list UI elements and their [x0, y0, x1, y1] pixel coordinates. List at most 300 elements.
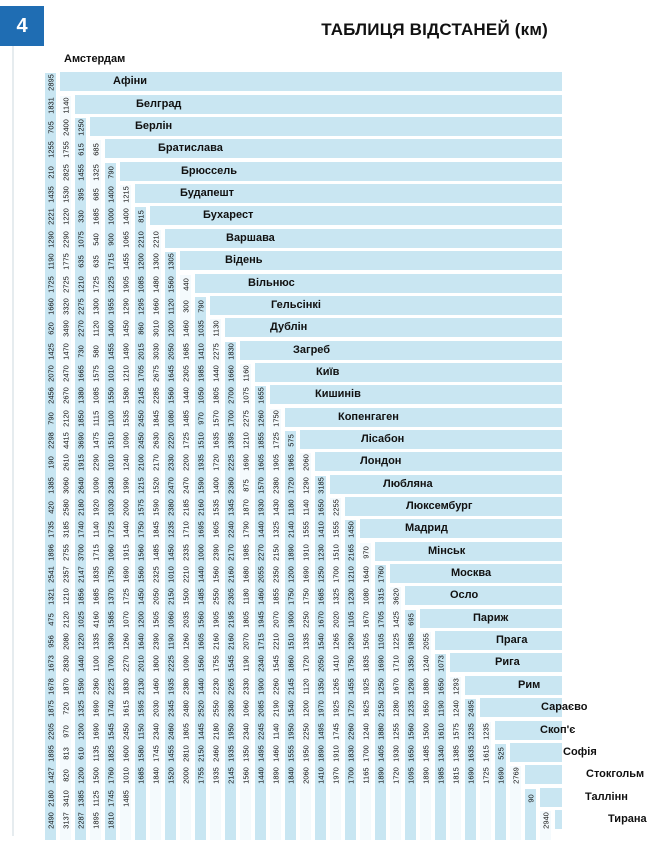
distance-value: 1050: [196, 387, 206, 405]
distance-value: 615: [76, 143, 86, 157]
distance-value: 2150: [376, 700, 386, 717]
distance-value: 1575: [91, 365, 101, 382]
distance-value: 1880: [421, 677, 431, 695]
distance-value: 2180: [76, 499, 86, 516]
city-label: Москва: [451, 567, 492, 580]
distance-value: 685: [91, 143, 101, 157]
distance-value: 1540: [316, 633, 326, 650]
distance-value: 2205: [46, 722, 56, 740]
city-row-strip: [240, 341, 562, 360]
distance-value: 1305: [166, 253, 176, 270]
distance-value: 1335: [301, 633, 311, 650]
distance-value: 1440: [196, 566, 206, 583]
distance-value: 2080: [61, 633, 71, 650]
distance-value: 1370: [106, 588, 116, 606]
city-row-strip: [555, 810, 562, 829]
distance-value: 1000: [106, 208, 116, 226]
distance-value: 1560: [136, 543, 146, 561]
distance-value: 1075: [76, 230, 86, 248]
distance-value: 1935: [211, 767, 221, 785]
distance-value: 1690: [301, 566, 311, 583]
city-row-strip: [360, 519, 562, 538]
distance-value: 1350: [316, 677, 326, 695]
distance-value: 1540: [286, 700, 296, 717]
page-number-tab: 4: [0, 6, 44, 46]
distance-value: 1325: [76, 700, 86, 717]
distance-value: 1890: [421, 767, 431, 785]
distance-value: 1950: [226, 722, 236, 740]
city-row-strip: [300, 430, 562, 449]
distance-value: 1295: [136, 298, 146, 315]
distance-value: 1240: [361, 722, 371, 740]
distance-value: 1605: [196, 633, 206, 650]
distance-value: 2270: [256, 543, 266, 561]
city-row-strip: [165, 229, 562, 248]
distance-value: 2895: [46, 74, 56, 92]
distance-value: 1800: [151, 655, 161, 673]
distance-value: 1210: [76, 275, 86, 293]
distance-value: 1685: [181, 342, 191, 360]
distance-value: 2055: [256, 566, 266, 583]
distance-value: 1220: [76, 633, 86, 650]
distance-value: 2260: [271, 677, 281, 695]
distance-value: 1073: [436, 655, 446, 673]
distance-value: 1915: [76, 454, 86, 472]
distance-value: 2170: [151, 454, 161, 472]
distance-value: 1580: [136, 745, 146, 762]
distance-value: 695: [406, 613, 416, 626]
city-label: Бухарест: [203, 209, 254, 222]
distance-value: 1720: [346, 700, 356, 717]
distance-value: 1190: [436, 700, 446, 717]
distance-value: 2940: [541, 812, 551, 829]
distance-value: 610: [76, 747, 86, 760]
distance-value: 2330: [241, 677, 251, 695]
distance-value: 3320: [61, 298, 71, 315]
distance-value: 1560: [166, 275, 176, 293]
distance-value: 1725: [46, 275, 56, 293]
distance-value: 1410: [331, 655, 341, 673]
distance-value: 1610: [436, 722, 446, 740]
distance-value: 1390: [106, 633, 116, 650]
distance-value: 1845: [151, 521, 161, 539]
distance-value: 1750: [301, 588, 311, 606]
distance-value: 3410: [61, 789, 71, 807]
distance-value: 3137: [61, 812, 71, 829]
distance-value: 1505: [151, 610, 161, 628]
distance-value: 1400: [211, 476, 221, 494]
distance-value: 2120: [61, 610, 71, 628]
distance-value: 1105: [346, 611, 356, 628]
distance-value: 2210: [151, 230, 161, 248]
distance-value: 1235: [481, 722, 491, 740]
distance-value: 1080: [166, 409, 176, 427]
distance-value: 2630: [151, 432, 161, 449]
distance-value: 1475: [91, 432, 101, 449]
distance-value: 1535: [211, 499, 221, 516]
distance-value: 1505: [361, 633, 371, 650]
distance-value: 2050: [166, 342, 176, 360]
city-row-strip: [270, 385, 562, 404]
distance-value: 2825: [61, 163, 71, 181]
distance-value: 2225: [106, 677, 116, 695]
distance-value: 1190: [241, 655, 251, 673]
distance-value: 1760: [106, 767, 116, 785]
distance-value: 1025: [76, 610, 86, 628]
distance-value: 1830: [226, 342, 236, 360]
distance-value: 2260: [346, 722, 356, 740]
distance-value: 1115: [91, 410, 101, 426]
distance-value: 1000: [196, 543, 206, 561]
distance-value: 1870: [241, 499, 251, 516]
distance-value: 1255: [46, 141, 56, 159]
distance-value: 1085: [136, 275, 146, 293]
distance-value: 1690: [466, 767, 476, 785]
distance-value: 2670: [61, 387, 71, 405]
distance-value: 1240: [451, 700, 461, 717]
distance-value: 1665: [76, 365, 86, 382]
city-label: Загреб: [293, 343, 331, 356]
distance-value: 815: [136, 210, 146, 224]
distance-value: 2325: [151, 566, 161, 583]
distance-value: 1293: [451, 677, 461, 695]
distance-value: 1460: [181, 320, 191, 338]
distance-value: 1290: [301, 476, 311, 494]
distance-value: 1950: [301, 745, 311, 762]
distance-value: 1673: [46, 655, 56, 673]
distance-value: 2210: [271, 633, 281, 650]
city-label: Кишинів: [315, 388, 361, 401]
distance-value: 1500: [91, 767, 101, 785]
distance-value: 1260: [181, 633, 191, 650]
distance-value: 1265: [331, 677, 341, 695]
distance-value: 1690: [121, 566, 131, 583]
distance-value: 1910: [301, 543, 311, 561]
distance-value: 1485: [421, 745, 431, 762]
distance-value: 1685: [91, 588, 101, 606]
distance-value: 1120: [166, 298, 176, 315]
distance-value: 3010: [151, 320, 161, 338]
distance-value: 1290: [121, 298, 131, 315]
distance-value: 2060: [301, 767, 311, 785]
distance-value: 1855: [271, 588, 281, 606]
distance-value: 1655: [256, 387, 266, 405]
distance-value: 1900: [286, 610, 296, 628]
distance-value: 1845: [151, 409, 161, 427]
distance-value: 1430: [271, 499, 281, 516]
distance-value: 1440: [256, 521, 266, 539]
distance-value: 1670: [316, 610, 326, 628]
distance-value: 1985: [196, 365, 206, 382]
distance-value: 1250: [316, 566, 326, 583]
distance-value: 1545: [106, 722, 116, 740]
city-row-strip: [210, 296, 562, 315]
distance-value: 1100: [106, 410, 116, 427]
distance-value: 1120: [301, 678, 311, 695]
distance-value: 1856: [76, 588, 86, 606]
distance-value: 1805: [241, 610, 251, 628]
distance-value: 1910: [331, 745, 341, 762]
distance-value: 575: [286, 434, 296, 447]
distance-value: 1755: [61, 141, 71, 159]
distance-value: 1895: [46, 745, 56, 762]
distance-value: 1510: [331, 543, 341, 561]
distance-value: 1440: [256, 767, 266, 785]
distance-value: 2050: [151, 588, 161, 606]
distance-value: 1680: [241, 566, 251, 583]
distance-value: 2305: [181, 365, 191, 382]
distance-value: 1235: [406, 700, 416, 717]
distance-value: 1455: [106, 342, 116, 360]
distance-value: 1510: [106, 432, 116, 449]
distance-value: 1235: [166, 521, 176, 539]
distance-value: 1090: [91, 476, 101, 494]
distance-value: 2380: [271, 476, 281, 494]
distance-value: 1720: [391, 767, 401, 785]
distance-value: 1670: [391, 677, 401, 695]
distance-value: 1480: [151, 275, 161, 293]
distance-value: 1935: [196, 454, 206, 472]
city-row-strip: [405, 586, 562, 605]
distance-value: 1955: [106, 298, 116, 315]
distance-value: 2147: [76, 566, 86, 583]
distance-value: 1425: [391, 610, 401, 628]
distance-value: 2380: [181, 677, 191, 695]
distance-value: 1605: [211, 521, 221, 539]
distance-value: 2290: [91, 454, 101, 472]
distance-value: 2220: [166, 432, 176, 449]
distance-value: 1140: [301, 499, 311, 516]
distance-value: 1880: [376, 722, 386, 740]
distance-value: 1690: [496, 767, 506, 785]
distance-value: 580: [91, 344, 101, 358]
city-row-strip: [255, 363, 562, 382]
distance-value: 2160: [211, 633, 221, 650]
distance-value: 970: [61, 724, 71, 738]
distance-value: 1690: [91, 722, 101, 740]
distance-value: 1455: [121, 253, 131, 270]
city-label: Амстердам: [64, 53, 126, 65]
distance-value: 1440: [121, 521, 131, 539]
distance-value: 2725: [61, 275, 71, 293]
city-row-strip: [525, 765, 562, 784]
distance-value: 1425: [46, 342, 56, 360]
distance-value: 1835: [91, 566, 101, 583]
distance-value: 1545: [226, 655, 236, 673]
distance-value: 970: [361, 545, 371, 559]
distance-value: 1810: [106, 812, 116, 829]
distance-value: 2810: [181, 745, 191, 762]
distance-value: 1240: [421, 655, 431, 673]
distance-value: 1215: [136, 476, 146, 494]
city-row-strip: [375, 542, 562, 561]
distance-value: 1560: [211, 566, 221, 583]
distance-value: 1560: [406, 722, 416, 740]
distance-value: 475: [46, 613, 56, 626]
distance-value: 1595: [136, 700, 146, 717]
distance-value: 1200: [136, 253, 146, 270]
distance-value: 1725: [106, 521, 116, 539]
distance-value: 2000: [181, 767, 191, 785]
distance-value: 1950: [286, 722, 296, 740]
distance-value: 1755: [211, 655, 221, 673]
distance-value: 2380: [166, 499, 176, 516]
distance-value: 1210: [346, 566, 356, 583]
distance-value: 1615: [121, 700, 131, 717]
distance-value: 813: [61, 747, 71, 760]
distance-value: 2150: [271, 543, 281, 561]
distance-value: 1570: [211, 409, 221, 427]
distance-value: 1520: [151, 476, 161, 494]
distance-value: 1455: [346, 677, 356, 695]
distance-value: 395: [76, 188, 86, 201]
distance-value: 1210: [241, 432, 251, 449]
distance-value: 1725: [121, 588, 131, 606]
distance-value: 2769: [511, 767, 521, 785]
distance-value: 2225: [166, 655, 176, 673]
distance-value: 1700: [226, 409, 236, 427]
distance-value: 1385: [451, 745, 461, 762]
distance-value: 2195: [226, 610, 236, 628]
distance-value: 2160: [196, 499, 206, 516]
distance-value: 1635: [211, 432, 221, 449]
distance-value: 1080: [361, 588, 371, 606]
distance-value: 1755: [196, 767, 206, 785]
distance-value: 3185: [316, 476, 326, 494]
distance-value: 1100: [91, 655, 101, 673]
distance-value: 1915: [121, 543, 131, 561]
distance-value: 2190: [271, 700, 281, 717]
distance-value: 1560: [166, 387, 176, 405]
distance-value: 2035: [181, 610, 191, 628]
distance-value: 1075: [241, 387, 251, 405]
distance-value: 1705: [376, 610, 386, 628]
distance-value: 1325: [271, 521, 281, 539]
city-label: Відень: [225, 254, 263, 267]
distance-value: 1060: [166, 610, 176, 628]
distance-value: 2185: [181, 499, 191, 516]
distance-value: 2360: [91, 677, 101, 695]
city-label: Будапешт: [180, 187, 235, 200]
distance-value: 1805: [181, 722, 191, 740]
distance-value: 1850: [76, 409, 86, 427]
distance-value: 1140: [271, 722, 281, 740]
distance-value: 2130: [136, 677, 146, 695]
distance-value: 790: [46, 411, 56, 425]
city-label: Берлін: [135, 120, 173, 133]
distance-value: 2335: [181, 543, 191, 561]
distance-value: 1725: [271, 432, 281, 449]
distance-value: 1035: [196, 320, 206, 338]
distance-value: 3490: [61, 320, 71, 338]
distance-value: 1485: [121, 789, 131, 807]
distance-value: 2290: [61, 230, 71, 248]
distance-value: 1945: [256, 610, 266, 628]
distance-value: 1230: [346, 588, 356, 606]
distance-value: 1120: [91, 320, 101, 337]
distance-value: 1650: [436, 677, 446, 695]
distance-value: 1150: [136, 722, 146, 740]
distance-value: 1225: [391, 633, 401, 650]
distance-value: 1560: [136, 566, 146, 583]
distance-value: 1715: [91, 543, 101, 561]
distance-value: 1325: [331, 588, 341, 606]
distance-value: 1380: [76, 387, 86, 405]
distance-value: 1590: [151, 499, 161, 516]
distance-value: 1650: [406, 745, 416, 762]
distance-value: 1410: [316, 767, 326, 785]
distance-value: 1350: [241, 745, 251, 762]
city-label: Белград: [136, 97, 182, 110]
distance-value: 1200: [301, 700, 311, 717]
distance-value: 2360: [226, 476, 236, 494]
distance-value: 1095: [406, 767, 416, 785]
distance-value: 1855: [256, 432, 266, 449]
city-row-strip: [315, 452, 562, 471]
distance-value: 1125: [91, 789, 101, 807]
distance-value: 3620: [391, 588, 401, 606]
city-label: Осло: [450, 589, 479, 602]
distance-value: 2450: [136, 432, 146, 449]
distance-value: 1385: [76, 789, 86, 807]
distance-value: 1740: [106, 700, 116, 717]
distance-value: 1750: [106, 566, 116, 583]
distance-value: 1235: [466, 722, 476, 740]
distance-value: 2180: [211, 722, 221, 740]
city-row-strip: [285, 408, 562, 427]
distance-value: 1970: [331, 767, 341, 785]
distance-value: 2610: [61, 454, 71, 472]
distance-value: 2050: [316, 655, 326, 673]
distance-value: 1560: [241, 767, 251, 785]
distance-value: 1010: [106, 365, 116, 382]
distance-value: 1660: [151, 298, 161, 315]
distance-value: 1435: [46, 186, 56, 203]
distance-value: 1590: [196, 476, 206, 494]
distance-value: 1925: [331, 700, 341, 717]
distance-value: 1230: [316, 543, 326, 561]
distance-value: 90: [526, 793, 536, 803]
distance-value: 1315: [376, 588, 386, 606]
distance-value: 2330: [166, 454, 176, 472]
distance-value: 1555: [331, 521, 341, 539]
distance-value: 2145: [286, 677, 296, 695]
distance-value: 1615: [481, 745, 491, 762]
distance-value: 620: [46, 322, 56, 335]
distance-value: 1535: [121, 409, 131, 427]
distance-value: 1575: [136, 499, 146, 516]
city-label: Софія: [563, 745, 597, 758]
distance-value: 2700: [226, 387, 236, 405]
distance-value: 2350: [271, 566, 281, 583]
distance-value: 2470: [166, 476, 176, 494]
distance-value: 1090: [181, 655, 191, 673]
distance-value: 2200: [181, 454, 191, 472]
distance-value: 1930: [391, 745, 401, 762]
distance-value: 1720: [211, 454, 221, 472]
distance-value: 1720: [286, 476, 296, 494]
distance-value: 1555: [301, 521, 311, 539]
city-label: Сараєво: [541, 701, 588, 714]
distance-value: 2221: [46, 208, 56, 226]
distance-value: 2380: [226, 700, 236, 717]
distance-value: 2250: [301, 722, 311, 740]
distance-value: 2225: [226, 454, 236, 472]
distance-value: 2520: [196, 700, 206, 717]
distance-value: 1685: [136, 767, 146, 785]
city-label: Лондон: [360, 455, 402, 468]
distance-value: 2140: [286, 521, 296, 539]
